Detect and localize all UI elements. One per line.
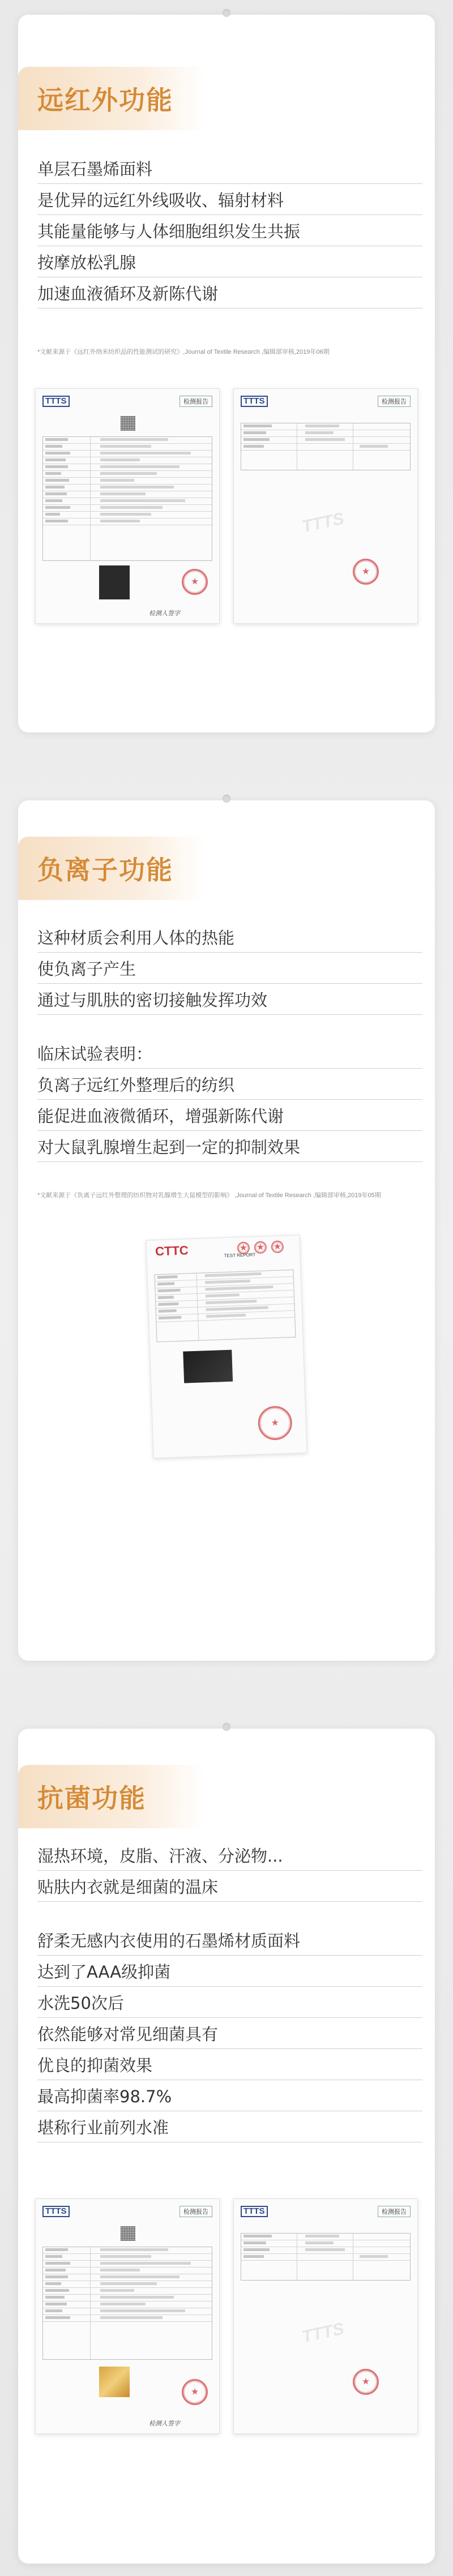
red-seal-icon [182,569,208,595]
ttts-watermark: TTTS [300,509,346,537]
source-footnote: *文献来源于《远红外纳米纺织品的性能测试的研究》,Journal of Textile Research ,编辑部审核,2019年06期 [37,349,330,355]
feature-line: 水洗50次后 [37,1987,422,2018]
sample-swatch [99,2367,130,2397]
qr-code-icon [121,2226,135,2241]
report-table [42,2247,212,2360]
test-report-image [35,388,220,624]
feature-line: 按摩放松乳腺 [37,246,422,277]
feature-line: 能促进血液微循环，增强新陈代谢 [37,1100,422,1131]
signature: 检测人签字 [149,610,180,617]
test-report-image [233,2198,418,2434]
report-header [241,395,411,414]
feature-line: 湿热环境，皮脂、汗液、分泌物... [37,1840,422,1871]
test-report-image [35,2198,220,2434]
feature-line: 依然能够对常见细菌具有 [37,2018,422,2049]
report-badge: TEST REPORT [224,1252,256,1259]
report-badge: 检测报告 [378,396,411,407]
feature-line: 优良的抑菌效果 [37,2049,422,2080]
lab-logo: CTTC [155,1243,189,1259]
feature-line: 是优异的远红外线吸收、辐射材料 [37,184,422,215]
feature-lines [37,1840,422,2142]
feature-line: 对大鼠乳腺增生起到一定的抑制效果 [37,1131,422,1162]
report-badge: 检测报告 [180,396,212,407]
red-seal-icon [182,2379,208,2405]
lab-logo: TTTS [241,2206,268,2217]
red-seal-icon [258,1405,293,1441]
feature-lines [37,153,422,308]
title-banner [18,1765,205,1828]
feature-line: 贴肤内衣就是细菌的温床 [37,1871,422,1902]
report-header [42,395,212,414]
redacted-block [99,565,130,599]
test-report-image [233,388,418,624]
feature-lines [37,921,422,1162]
section-title: 负离子功能 [37,855,173,885]
report-table [241,2233,411,2281]
report-table [241,423,411,470]
lab-logo: TTTS [42,2206,70,2217]
far-infrared-card [18,15,435,732]
red-seal-icon [353,2369,379,2395]
sample-photo [183,1350,233,1383]
title-banner [18,67,205,130]
feature-line: 这种材质会利用人体的热能 [37,921,422,953]
pin-decoration [223,1723,230,1731]
feature-line: 最高抑菌率98.7% [37,2080,422,2111]
feature-line: 负离子远红外整理后的纺织 [37,1069,422,1100]
report-table [42,436,212,561]
feature-line: 堪称行业前列水准 [37,2111,422,2142]
red-seal-icon [353,559,379,585]
report-badge: 检测报告 [378,2206,411,2217]
feature-line: 使负离子产生 [37,953,422,984]
test-report-image [146,1235,307,1458]
feature-line: 其能量能够与人体细胞组织发生共振 [37,215,422,246]
lab-logo: TTTS [42,396,70,407]
report-header [241,2205,411,2224]
title-banner [18,837,205,900]
pin-decoration [223,9,230,17]
ttts-watermark: TTTS [300,2319,346,2347]
report-header [42,2205,212,2224]
section-title: 远红外功能 [37,85,173,115]
pin-decoration [223,795,230,803]
report-badge: 检测报告 [180,2206,212,2217]
section-title: 抗菌功能 [37,1783,146,1814]
antibacterial-card [18,1729,435,2564]
feature-line: 临床试验表明： [37,1038,422,1069]
source-footnote: *文献来源于《负离子远红外整理的纺织物对乳腺增生大鼠模型的影响》 ,Journal of Textile Research ,编辑部审核,2019年05期 [37,1192,381,1199]
lab-logo: TTTS [241,396,268,407]
signature: 检测人签字 [149,2420,180,2427]
feature-line: 舒柔无感内衣使用的石墨烯材质面料 [37,1925,422,1956]
report-table [154,1270,296,1343]
feature-line: 达到了AAA级抑菌 [37,1956,422,1987]
feature-line: 通过与肌肤的密切接触发挥功效 [37,984,422,1015]
feature-line: 单层石墨烯面料 [37,153,422,184]
feature-line: 加速血液循环及新陈代谢 [37,277,422,308]
negative-ion-card [18,800,435,1661]
qr-code-icon [121,416,135,431]
